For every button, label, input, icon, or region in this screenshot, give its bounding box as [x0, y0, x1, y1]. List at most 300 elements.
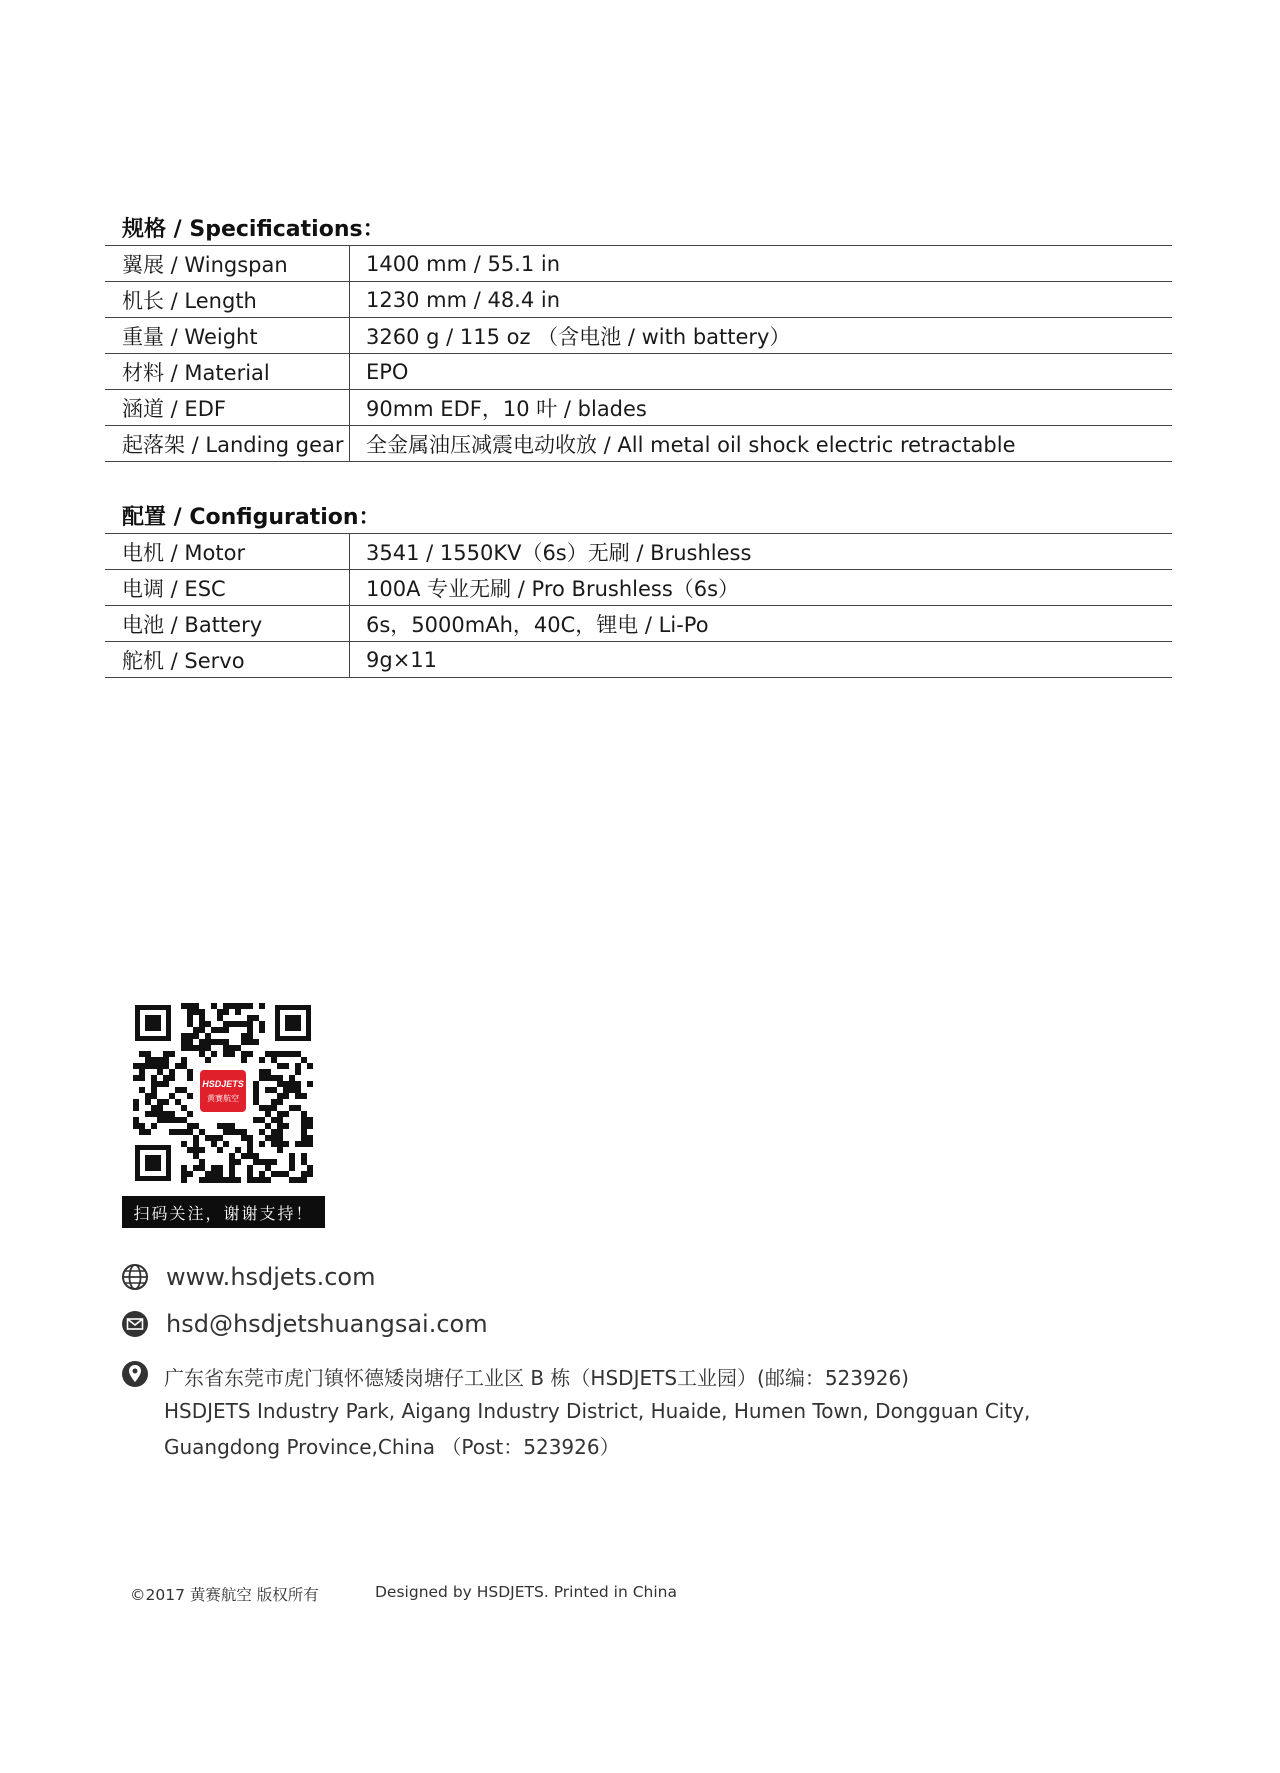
qr-module — [211, 1171, 217, 1177]
qr-module — [199, 1015, 205, 1021]
qr-module — [283, 1081, 289, 1087]
qr-module — [217, 1009, 223, 1015]
qr-module — [187, 1123, 193, 1129]
spec-value: 1400 mm / 55.1 in — [350, 246, 1173, 282]
qr-module — [151, 1057, 157, 1063]
qr-module — [265, 1165, 271, 1171]
qr-finder-top-left — [135, 1005, 171, 1041]
qr-module — [235, 1021, 241, 1027]
qr-module — [289, 1105, 295, 1111]
qr-module — [241, 1129, 247, 1135]
qr-module — [259, 1177, 265, 1183]
qr-module — [181, 1171, 187, 1177]
qr-module — [289, 1075, 295, 1081]
table-row — [105, 318, 1172, 354]
qr-module — [169, 1069, 175, 1075]
qr-module — [157, 1117, 163, 1123]
qr-module — [187, 1003, 193, 1009]
qr-module — [169, 1093, 175, 1099]
qr-module — [211, 1051, 217, 1057]
spec-value: EPO — [350, 354, 1173, 390]
qr-module — [145, 1111, 151, 1117]
qr-module — [157, 1099, 163, 1105]
qr-module — [133, 1099, 139, 1105]
qr-module — [199, 1027, 205, 1033]
qr-module — [277, 1111, 283, 1117]
qr-module — [259, 1075, 265, 1081]
qr-module — [187, 1069, 193, 1075]
qr-module — [193, 1045, 199, 1051]
qr-module — [199, 1021, 205, 1027]
qr-module — [247, 1153, 253, 1159]
qr-module — [211, 1027, 217, 1033]
qr-module — [265, 1111, 271, 1117]
qr-module — [277, 1135, 283, 1141]
qr-module — [235, 1129, 241, 1135]
qr-module — [151, 1123, 157, 1129]
qr-caption: 扫码关注，谢谢支持！ — [122, 1196, 325, 1228]
qr-module — [181, 1057, 187, 1063]
qr-module — [301, 1093, 307, 1099]
qr-module — [289, 1051, 295, 1057]
qr-module — [181, 1087, 187, 1093]
qr-module — [157, 1111, 163, 1117]
qr-module — [253, 1039, 259, 1045]
table-row — [105, 534, 1172, 570]
qr-module — [139, 1063, 145, 1069]
qr-module — [163, 1099, 169, 1105]
qr-module — [253, 1177, 259, 1183]
qr-module — [277, 1141, 283, 1147]
qr-module — [193, 1033, 199, 1039]
qr-module — [259, 1057, 265, 1063]
location-pin-icon — [120, 1359, 150, 1389]
qr-module — [265, 1123, 271, 1129]
qr-module — [187, 1093, 193, 1099]
qr-module — [199, 1039, 205, 1045]
qr-module — [205, 1045, 211, 1051]
qr-module — [253, 1117, 259, 1123]
qr-module — [175, 1117, 181, 1123]
qr-module — [139, 1087, 145, 1093]
qr-module — [271, 1075, 277, 1081]
qr-module — [247, 1171, 253, 1177]
qr-module — [145, 1063, 151, 1069]
qr-module — [193, 1165, 199, 1171]
qr-module — [193, 1123, 199, 1129]
qr-module — [235, 1003, 241, 1009]
qr-module — [157, 1081, 163, 1087]
qr-module — [295, 1081, 301, 1087]
qr-module — [259, 1105, 265, 1111]
address-english-line2: Guangdong Province,China （Post：523926） — [164, 1435, 620, 1459]
qr-module — [301, 1057, 307, 1063]
qr-module — [307, 1141, 313, 1147]
qr-module — [307, 1081, 313, 1087]
qr-module — [229, 1171, 235, 1177]
qr-module — [193, 1135, 199, 1141]
qr-module — [253, 1153, 259, 1159]
qr-module — [295, 1093, 301, 1099]
qr-module — [193, 1009, 199, 1015]
qr-module — [211, 1003, 217, 1009]
qr-module — [217, 1027, 223, 1033]
qr-module — [223, 1177, 229, 1183]
qr-module — [187, 1015, 193, 1021]
spec-key: 材料 / Material — [105, 354, 350, 390]
table-row — [105, 606, 1172, 642]
qr-module — [247, 1177, 253, 1183]
qr-module — [301, 1153, 307, 1159]
qr-module — [163, 1111, 169, 1117]
qr-module — [193, 1153, 199, 1159]
qr-module — [283, 1171, 289, 1177]
qr-module — [145, 1051, 151, 1057]
qr-module — [163, 1051, 169, 1057]
table-row — [105, 246, 1172, 282]
qr-module — [271, 1057, 277, 1063]
qr-module — [157, 1069, 163, 1075]
qr-module — [289, 1153, 295, 1159]
qr-module — [199, 1051, 205, 1057]
qr-module — [169, 1051, 175, 1057]
qr-module — [247, 1165, 253, 1171]
qr-module — [163, 1075, 169, 1081]
qr-module — [277, 1171, 283, 1177]
qr-module — [247, 1141, 253, 1147]
qr-module — [307, 1117, 313, 1123]
qr-module — [265, 1177, 271, 1183]
qr-module — [277, 1051, 283, 1057]
qr-module — [139, 1069, 145, 1075]
qr-module — [133, 1105, 139, 1111]
qr-module — [223, 1021, 229, 1027]
qr-module — [187, 1039, 193, 1045]
qr-module — [229, 1129, 235, 1135]
qr-module — [205, 1033, 211, 1039]
qr-module — [259, 1129, 265, 1135]
qr-module — [181, 1141, 187, 1147]
config-key: 舵机 / Servo — [105, 642, 350, 678]
qr-module — [157, 1063, 163, 1069]
qr-module — [301, 1159, 307, 1165]
qr-module — [175, 1063, 181, 1069]
qr-module — [181, 1039, 187, 1045]
qr-module — [211, 1039, 217, 1045]
qr-module — [283, 1063, 289, 1069]
qr-module — [247, 1135, 253, 1141]
qr-module — [169, 1075, 175, 1081]
qr-module — [205, 1021, 211, 1027]
email-row[interactable] — [120, 1309, 488, 1339]
qr-module — [295, 1069, 301, 1075]
qr-module — [163, 1063, 169, 1069]
table-row — [105, 426, 1172, 462]
qr-module — [187, 1033, 193, 1039]
qr-module — [241, 1033, 247, 1039]
qr-module — [181, 1105, 187, 1111]
qr-module — [145, 1099, 151, 1105]
qr-module — [289, 1159, 295, 1165]
qr-module — [277, 1129, 283, 1135]
qr-module — [265, 1135, 271, 1141]
qr-module — [271, 1099, 277, 1105]
qr-module — [283, 1141, 289, 1147]
table-row — [105, 570, 1172, 606]
qr-module — [271, 1117, 277, 1123]
qr-module — [271, 1135, 277, 1141]
qr-module — [307, 1171, 313, 1177]
qr-module — [247, 1051, 253, 1057]
spec-key: 翼展 / Wingspan — [105, 246, 350, 282]
qr-module — [199, 1165, 205, 1171]
address-chinese: 广东省东莞市虎门镇怀德矮岗塘仔工业区 B 栋（HSDJETS工业园）(邮编：523926) — [164, 1366, 909, 1390]
qr-module — [295, 1051, 301, 1057]
qr-module — [199, 1159, 205, 1165]
qr-module — [289, 1081, 295, 1087]
table-row — [105, 390, 1172, 426]
qr-module — [301, 1177, 307, 1183]
qr-module — [133, 1063, 139, 1069]
qr-module — [229, 1051, 235, 1057]
spec-value: 90mm EDF，10 叶 / blades — [350, 390, 1173, 426]
website-link[interactable]: www.hsdjets.com — [166, 1263, 376, 1291]
config-value: 3541 / 1550KV（6s）无刷 / Brushless — [350, 534, 1173, 570]
qr-module — [277, 1123, 283, 1129]
qr-module — [187, 1009, 193, 1015]
qr-module — [199, 1009, 205, 1015]
spec-value: 1230 mm / 48.4 in — [350, 282, 1173, 318]
spec-value: 3260 g / 115 oz （含电池 / with battery） — [350, 318, 1173, 354]
qr-module — [265, 1087, 271, 1093]
qr-module — [241, 1153, 247, 1159]
qr-code[interactable] — [133, 1003, 313, 1183]
qr-module — [217, 1135, 223, 1141]
qr-module — [253, 1087, 259, 1093]
qr-module — [187, 1021, 193, 1027]
qr-module — [271, 1171, 277, 1177]
qr-module — [205, 1177, 211, 1183]
qr-module — [259, 1159, 265, 1165]
qr-module — [151, 1075, 157, 1081]
qr-module — [217, 1015, 223, 1021]
qr-module — [259, 1003, 265, 1009]
qr-module — [301, 1141, 307, 1147]
qr-module — [223, 1009, 229, 1015]
qr-module — [295, 1105, 301, 1111]
qr-module — [301, 1123, 307, 1129]
spec-key: 起落架 / Landing gear — [105, 426, 350, 462]
qr-module — [241, 1135, 247, 1141]
specifications-table — [105, 245, 1172, 462]
qr-module — [145, 1093, 151, 1099]
qr-module — [289, 1087, 295, 1093]
table-row — [105, 354, 1172, 390]
qr-module — [301, 1117, 307, 1123]
globe-icon — [120, 1262, 150, 1292]
qr-module — [139, 1075, 145, 1081]
qr-module — [205, 1057, 211, 1063]
qr-module — [193, 1003, 199, 1009]
qr-module — [151, 1081, 157, 1087]
qr-module — [199, 1045, 205, 1051]
qr-module — [169, 1117, 175, 1123]
qr-module — [277, 1147, 283, 1153]
qr-module — [139, 1129, 145, 1135]
qr-module — [151, 1087, 157, 1093]
qr-module — [283, 1051, 289, 1057]
qr-module — [151, 1111, 157, 1117]
qr-module — [265, 1105, 271, 1111]
qr-module — [229, 1045, 235, 1051]
qr-module — [223, 1123, 229, 1129]
brand-logo-text: HSDJETS — [202, 1079, 244, 1089]
qr-module — [253, 1081, 259, 1087]
qr-module — [271, 1105, 277, 1111]
mail-icon — [120, 1309, 150, 1339]
qr-module — [241, 1003, 247, 1009]
qr-module — [229, 1153, 235, 1159]
qr-module — [223, 1039, 229, 1045]
website-row[interactable] — [120, 1262, 376, 1292]
qr-module — [295, 1087, 301, 1093]
qr-module — [181, 1177, 187, 1183]
qr-module — [265, 1051, 271, 1057]
qr-module — [223, 1027, 229, 1033]
qr-module — [217, 1165, 223, 1171]
qr-module — [241, 1039, 247, 1045]
qr-module — [265, 1069, 271, 1075]
qr-module — [217, 1177, 223, 1183]
qr-module — [139, 1051, 145, 1057]
spec-key: 涵道 / EDF — [105, 390, 350, 426]
qr-module — [181, 1063, 187, 1069]
qr-module — [295, 1177, 301, 1183]
qr-module — [145, 1129, 151, 1135]
qr-module — [241, 1021, 247, 1027]
qr-module — [277, 1117, 283, 1123]
qr-module — [133, 1123, 139, 1129]
qr-module — [175, 1129, 181, 1135]
qr-module — [187, 1171, 193, 1177]
qr-module — [139, 1123, 145, 1129]
table-row — [105, 282, 1172, 318]
qr-module — [211, 1141, 217, 1147]
qr-module — [235, 1147, 241, 1153]
qr-module — [259, 1021, 265, 1027]
config-value: 6s，5000mAh，40C，锂电 / Li-Po — [350, 606, 1173, 642]
qr-module — [271, 1129, 277, 1135]
qr-module — [193, 1027, 199, 1033]
qr-module — [181, 1129, 187, 1135]
qr-module — [151, 1093, 157, 1099]
spec-key: 重量 / Weight — [105, 318, 350, 354]
email-link[interactable]: hsd@hsdjetshuangsai.com — [166, 1310, 488, 1338]
qr-module — [229, 1021, 235, 1027]
config-value: 100A 专业无刷 / Pro Brushless（6s） — [350, 570, 1173, 606]
qr-module — [217, 1147, 223, 1153]
qr-module — [187, 1045, 193, 1051]
qr-module — [277, 1075, 283, 1081]
qr-module — [133, 1075, 139, 1081]
qr-module — [193, 1147, 199, 1153]
qr-module — [211, 1135, 217, 1141]
qr-module — [157, 1057, 163, 1063]
qr-module — [283, 1093, 289, 1099]
qr-module — [283, 1123, 289, 1129]
qr-module — [163, 1117, 169, 1123]
qr-module — [187, 1129, 193, 1135]
qr-module — [307, 1063, 313, 1069]
qr-module — [229, 1165, 235, 1171]
configuration-heading: 配置 / Configuration： — [122, 505, 381, 530]
qr-module — [247, 1147, 253, 1153]
qr-module — [229, 1003, 235, 1009]
qr-module — [151, 1063, 157, 1069]
qr-module — [247, 1033, 253, 1039]
address-english-line1: HSDJETS Industry Park, Aigang Industry District, Huaide, Humen Town, Dongguan City, — [164, 1399, 1031, 1423]
qr-module — [247, 1021, 253, 1027]
qr-module — [223, 1045, 229, 1051]
qr-module — [283, 1087, 289, 1093]
qr-module — [181, 1033, 187, 1039]
qr-module — [307, 1165, 313, 1171]
qr-module — [277, 1099, 283, 1105]
qr-module — [301, 1129, 307, 1135]
qr-module — [253, 1093, 259, 1099]
qr-module — [259, 1027, 265, 1033]
qr-module — [223, 1051, 229, 1057]
qr-module — [229, 1159, 235, 1165]
qr-module — [277, 1081, 283, 1087]
qr-module — [253, 1015, 259, 1021]
qr-module — [307, 1135, 313, 1141]
spec-key: 机长 / Length — [105, 282, 350, 318]
qr-module — [169, 1129, 175, 1135]
configuration-table — [105, 533, 1172, 678]
qr-module — [181, 1003, 187, 1009]
qr-module — [259, 1117, 265, 1123]
qr-module — [187, 1075, 193, 1081]
qr-module — [253, 1099, 259, 1105]
qr-module — [289, 1165, 295, 1171]
config-value: 9g×11 — [350, 642, 1173, 678]
qr-module — [169, 1111, 175, 1117]
qr-module — [157, 1105, 163, 1111]
qr-module — [211, 1177, 217, 1183]
qr-module — [241, 1051, 247, 1057]
qr-module — [247, 1027, 253, 1033]
qr-module — [217, 1171, 223, 1177]
qr-module — [223, 1141, 229, 1147]
qr-module — [301, 1111, 307, 1117]
qr-module — [235, 1159, 241, 1165]
qr-module — [241, 1057, 247, 1063]
qr-module — [301, 1171, 307, 1177]
qr-module — [277, 1093, 283, 1099]
qr-module — [133, 1117, 139, 1123]
qr-module — [223, 1003, 229, 1009]
qr-module — [283, 1111, 289, 1117]
qr-module — [277, 1063, 283, 1069]
qr-module — [265, 1075, 271, 1081]
qr-module — [217, 1039, 223, 1045]
qr-module — [289, 1177, 295, 1183]
qr-module — [187, 1111, 193, 1117]
qr-module — [193, 1141, 199, 1147]
table-row — [105, 642, 1172, 678]
qr-module — [217, 1123, 223, 1129]
